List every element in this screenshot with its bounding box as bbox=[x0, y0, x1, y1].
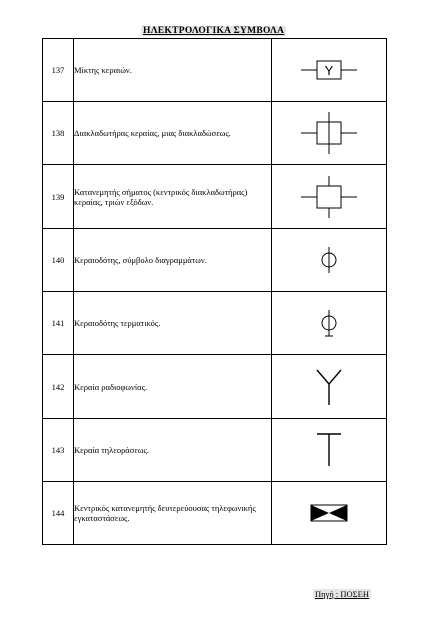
row-description: Μίκτης κεραιών. bbox=[74, 39, 272, 102]
row-description: Κεραία ραδιοφωνίας. bbox=[74, 355, 272, 419]
table-row bbox=[43, 229, 387, 292]
row-description: Διακλαδωτήρας κεραίας, μιας διακλαδώσεως. bbox=[74, 102, 272, 165]
row-number: 139 bbox=[43, 165, 74, 229]
row-symbol bbox=[272, 229, 387, 292]
row-symbol bbox=[272, 355, 387, 419]
table-row bbox=[43, 292, 387, 355]
symbols-table bbox=[42, 38, 387, 545]
table-row bbox=[43, 165, 387, 229]
row-number: 143 bbox=[43, 419, 74, 482]
row-number: 142 bbox=[43, 355, 74, 419]
row-symbol bbox=[272, 419, 387, 482]
tv-antenna-symbol-icon bbox=[309, 428, 349, 472]
row-symbol bbox=[272, 102, 387, 165]
table-row bbox=[43, 39, 387, 102]
antenna-mixer-symbol-icon bbox=[289, 50, 369, 90]
radio-antenna-symbol-icon bbox=[309, 365, 349, 409]
page-title: ΗΛΕΚΤΡΟΛΟΓΙΚΑ ΣΥΜΒΟΛΑ bbox=[143, 26, 285, 36]
row-symbol bbox=[272, 39, 387, 102]
table-row bbox=[43, 102, 387, 165]
row-description: Κεντρικός κατανεμητής δευτερεύουσας τηλεφωνικής εγκαταστάσεως. bbox=[74, 482, 272, 545]
row-symbol bbox=[272, 165, 387, 229]
three-output-distributor-symbol-icon bbox=[289, 172, 369, 222]
mixer-symbol-letter: Y bbox=[324, 63, 334, 78]
single-branch-splitter-symbol-icon bbox=[289, 108, 369, 158]
row-symbol bbox=[272, 292, 387, 355]
terminal-antenna-outlet-symbol-icon bbox=[309, 303, 349, 343]
row-description: Κεραιοδότης τερματικός. bbox=[74, 292, 272, 355]
table-row bbox=[43, 419, 387, 482]
row-number: 141 bbox=[43, 292, 74, 355]
telephone-distributor-symbol-icon bbox=[306, 498, 352, 528]
antenna-outlet-diagram-symbol-icon bbox=[309, 240, 349, 280]
source-footnote: Πηγή : ΠΟΣΕΗ bbox=[315, 589, 369, 599]
row-symbol bbox=[272, 482, 387, 545]
row-number: 137 bbox=[43, 39, 74, 102]
row-description: Κεραία τηλεοράσεως. bbox=[74, 419, 272, 482]
row-number: 144 bbox=[43, 482, 74, 545]
row-description: Κεραιοδότης, σύμβολο διαγραμμάτων. bbox=[74, 229, 272, 292]
table-row bbox=[43, 482, 387, 545]
row-description: Κατανεμητής σήματος (κεντρικός διακλαδωτήρας) κεραίας, τριών εξόδων. bbox=[74, 165, 272, 229]
row-number: 140 bbox=[43, 229, 74, 292]
table-row bbox=[43, 355, 387, 419]
row-number: 138 bbox=[43, 102, 74, 165]
